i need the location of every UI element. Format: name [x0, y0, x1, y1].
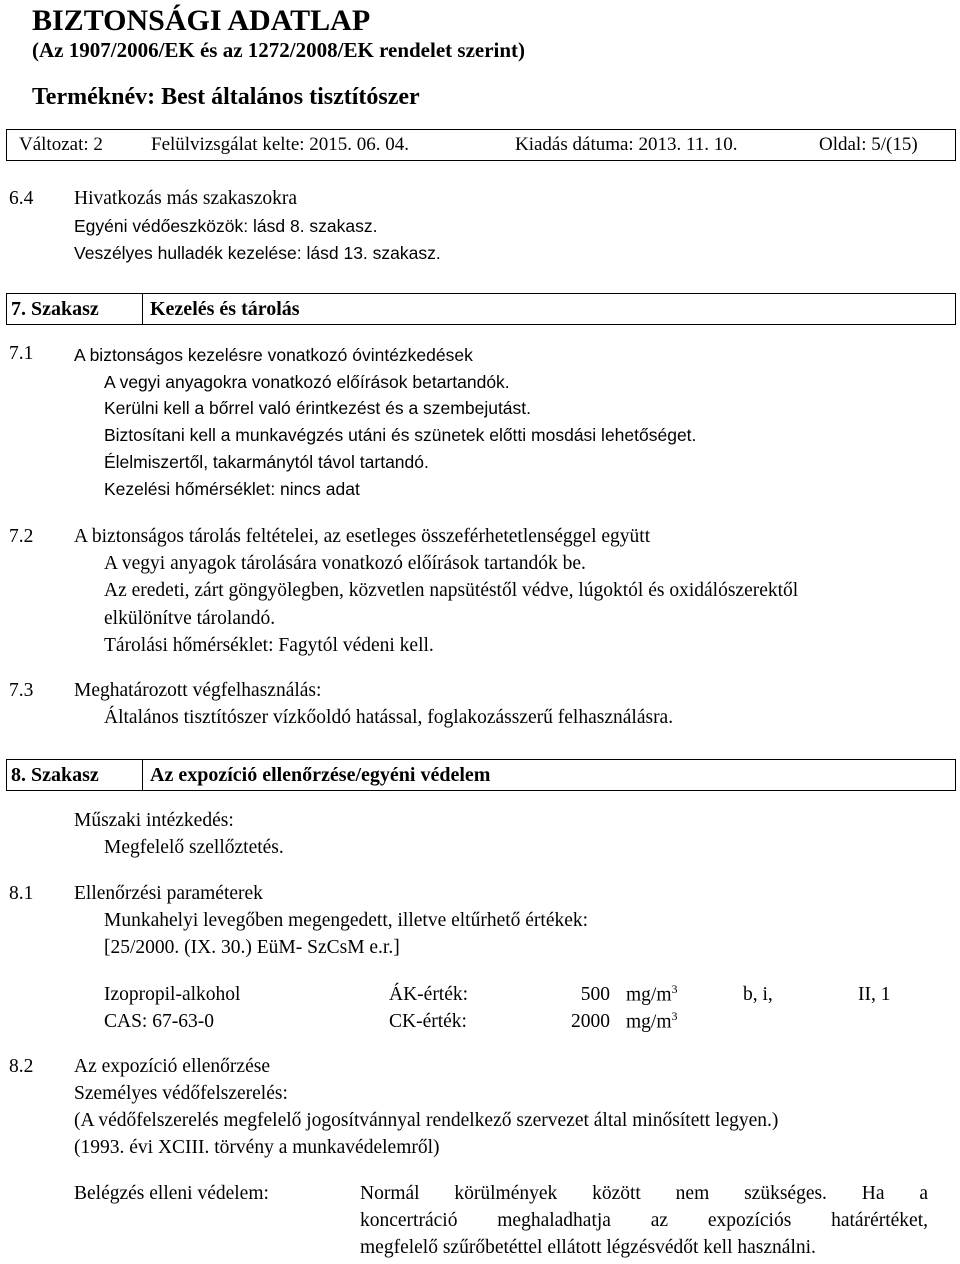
- respiratory-protection-label: Belégzés elleni védelem:: [74, 1183, 269, 1204]
- limit-type: ÁK-érték:: [389, 984, 469, 1005]
- limit-unit: $mg/m^3$: [626, 1009, 678, 1033]
- section-7-1-line: Kerülni kell a bőrrel való érintkezést és a szembejutást.: [104, 398, 532, 418]
- technical-measures-line: Megfelelő szellőztetés.: [104, 837, 284, 858]
- section-8-1-number: 8.1: [9, 883, 34, 904]
- section-7-name: Kezelés és tárolás: [150, 298, 300, 320]
- section-7-3-line: Általános tisztítószer vízkőoldó hatással, foglakozásszerű felhasználásra.: [104, 707, 674, 728]
- section-7-1-title: A biztonságos kezelésre vonatkozó óvintézkedések: [74, 345, 473, 365]
- page-number: Oldal: 5/(15): [819, 134, 918, 155]
- section-7-number: 7. Szakasz: [11, 298, 99, 320]
- section-8-name: Az expozíció ellenőrzése/egyéni védelem: [150, 764, 491, 786]
- version: Változat: 2: [19, 134, 103, 155]
- section-header-divider: [142, 760, 143, 790]
- section-7-2-line: elkülönítve tárolandó.: [104, 608, 276, 629]
- section-7-2-line: Az eredeti, zárt göngyölegben, közvetlen napsütéstől védve, lúgoktól és oxidálószerektől: [104, 580, 799, 601]
- limit-unit: $mg/m^3$: [626, 982, 678, 1006]
- section-7-2-line: A vegyi anyagok tárolására vonatkozó előírások tartandók be.: [104, 553, 586, 574]
- section-8-2-number: 8.2: [9, 1056, 34, 1077]
- section-6-4-title: Hivatkozás más szakaszokra: [74, 188, 298, 209]
- section-8-1-title: Ellenőrzési paraméterek: [74, 883, 263, 904]
- revision-date: Felülvizsgálat kelte: 2015. 06. 04.: [151, 134, 410, 155]
- section-8-1-line: Munkahelyi levegőben megengedett, illetve eltűrhető értékek:: [104, 910, 589, 931]
- section-7-2-number: 7.2: [9, 526, 34, 547]
- respiratory-protection-line: Normál körülmények között nem szükséges. Ha a: [360, 1183, 928, 1204]
- section-8-1-line: [25/2000. (IX. 30.) EüM- SzCsM e.r.]: [104, 937, 400, 958]
- limit-note: II, 1: [858, 984, 891, 1005]
- limit-cas: CAS: 67-63-0: [104, 1011, 214, 1032]
- section-8-2-line: (A védőfelszerelés megfelelő jogosítvánnyal rendelkező szervezet által minősített legyen.): [74, 1110, 779, 1131]
- limit-value: 2000: [571, 1011, 610, 1032]
- section-7-3-title: Meghatározott végfelhasználás:: [74, 680, 322, 701]
- section-7-2-title: A biztonságos tárolás feltételei, az esetleges összeférhetetlenséggel együtt: [74, 526, 651, 547]
- section-6-4-line: Veszélyes hulladék kezelése: lásd 13. szakasz.: [74, 243, 441, 263]
- limit-value: 500: [580, 984, 610, 1005]
- section-7-2-line: Tárolási hőmérséklet: Fagytól védeni kell.: [104, 635, 434, 656]
- document-title: BIZTONSÁGI ADATLAP: [32, 4, 371, 37]
- issue-date: Kiadás dátuma: 2013. 11. 10.: [515, 134, 738, 155]
- section-header-divider: [142, 294, 143, 324]
- section-8-header: [6, 759, 956, 791]
- respiratory-protection-line: megfelelő szűrőbetéttel ellátott légzésvédőt kell használni.: [360, 1237, 816, 1258]
- limit-substance: Izopropil-alkohol: [104, 984, 241, 1005]
- section-6-4-number: 6.4: [9, 188, 34, 209]
- section-7-1-line: Biztosítani kell a munkavégzés utáni és szünetek előtti mosdási lehetőséget.: [104, 425, 697, 445]
- section-8-2-title: Az expozíció ellenőrzése: [74, 1056, 270, 1077]
- section-8-number: 8. Szakasz: [11, 764, 99, 786]
- section-7-1-line: Élelmiszertől, takarmánytól távol tartandó.: [104, 452, 429, 472]
- section-7-3-number: 7.3: [9, 680, 34, 701]
- section-8-2-line: (1993. évi XCIII. törvény a munkavédelemről): [74, 1137, 440, 1158]
- section-7-header: [6, 293, 956, 325]
- section-6-4-line: Egyéni védőeszközök: lásd 8. szakasz.: [74, 216, 378, 236]
- section-7-1-line: Kezelési hőmérséklet: nincs adat: [104, 479, 360, 499]
- regulation-subtitle: (Az 1907/2006/EK és az 1272/2008/EK rendelet szerint): [32, 38, 526, 62]
- respiratory-protection-line: koncertráció meghaladhatja az expozíciós határértéket,: [360, 1210, 928, 1231]
- product-name: Terméknév: Best általános tisztítószer: [32, 84, 420, 110]
- limit-type: CK-érték:: [389, 1011, 467, 1032]
- section-7-1-number: 7.1: [9, 343, 34, 364]
- section-8-2-line: Személyes védőfelszerelés:: [74, 1083, 288, 1104]
- technical-measures-title: Műszaki intézkedés:: [74, 810, 234, 831]
- document-meta-bar: [6, 129, 956, 161]
- section-7-1-line: A vegyi anyagokra vonatkozó előírások betartandók.: [104, 372, 510, 392]
- limit-note: b, i,: [743, 984, 773, 1005]
